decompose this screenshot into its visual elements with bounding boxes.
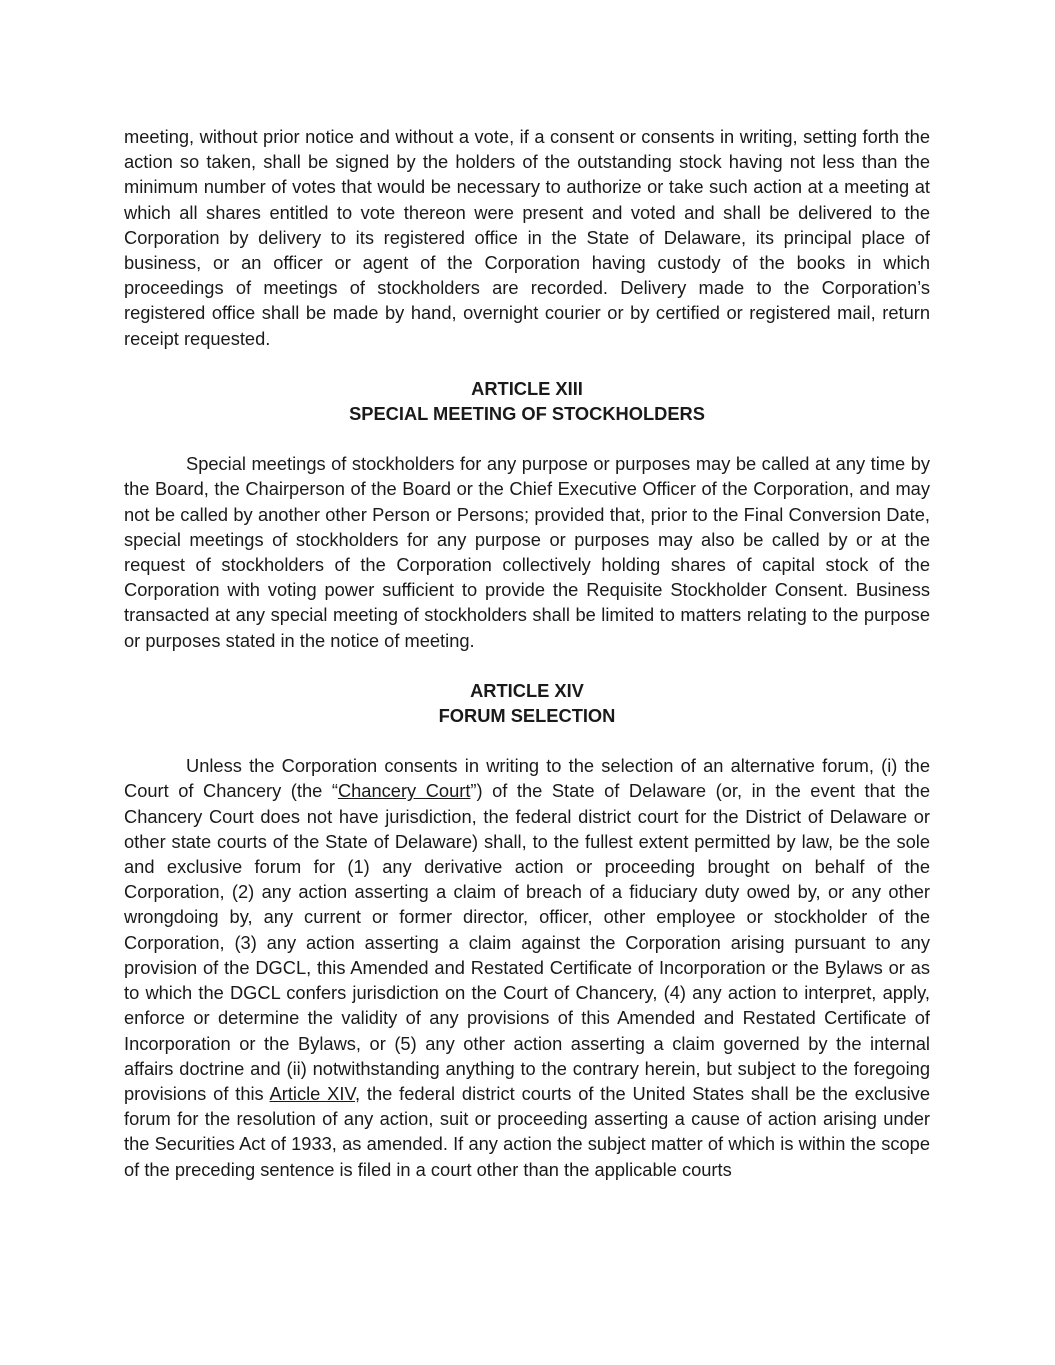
document-page (124, 124, 930, 1182)
article-14-body (124, 753, 930, 1181)
article-13-title: SPECIAL MEETING OF STOCKHOLDERS (349, 403, 705, 425)
article-14-body-part1: Unless the Corporation consents in writing to the selection of an alternative forum, (i) the Court of Chancery (the “ (124, 755, 930, 802)
article-13-heading (124, 376, 930, 426)
defined-term-chancery-court: Chancery Court (337, 780, 471, 802)
article-13-number: ARTICLE XIII (471, 377, 583, 399)
continued-paragraph: meeting, without prior notice and without a vote, if a consent or consents in writing, setting forth the action so taken, shall be signed by the holders of the outstanding stock having not less than the minimum number of votes that would be necessary to authorize or take such action at a meeting at which all shares entitled to vote thereon were present and voted and shall be delivered to the Corporation by delivery to its registered office in the State of Delaware, its principal place of business, or an officer or agent of the Corporation having custody of the books in which proceedings of meetings of stockholders are recorded. Delivery made to the Corporation’s registered office shall be made by hand, overnight courier or by certified or registered mail, return receipt requested. (124, 126, 930, 349)
article-14-heading (124, 678, 930, 728)
article-14-number: ARTICLE XIV (470, 679, 584, 701)
article-14-body-part2: ”) of the State of Delaware (or, in the event that the Chancery Court does not have jurisdiction, the federal district court for the District of Delaware or other state courts of the State of Delaware) shall, to the fullest extent permitted by law, be the sole and exclusive forum for (1) any derivative action or proceeding brought on behalf of the Corporation, (2) any action asserting a claim of breach of a fiduciary duty owed by, or any other wrongdoing by, any current or former director, officer, other employee or stockholder of the Corporation, (3) any action asserting a claim against the Corporation arising pursuant to any provision of the DGCL, this Amended and Restated Certificate of Incorporation or the Bylaws or as to which the DGCL confers jurisdiction on the Court of Chancery, (4) any action to interpret, apply, enforce or determine the validity of any provisions of this Amended and Restated Certificate of Incorporation or the Bylaws, or (5) any other action asserting a claim governed by the internal affairs doctrine and (ii) notwithstanding anything to the contrary herein, but subject to the foregoing provisions of this (124, 780, 930, 1104)
article-xiv-cross-reference[interactable]: Article XIV (269, 1082, 355, 1104)
article-14-body-part3: , the federal district courts of the United States shall be the exclusive forum for the resolution of any action, suit or proceeding asserting a cause of action arising under the Securities Act of 1933, as amended. If any action the subject matter of which is within the scope of the preceding sentence is filed in a court other than the applicable courts (124, 1082, 930, 1180)
article-13-body: Special meetings of stockholders for any purpose or purposes may be called at any time by the Board, the Chairperson of the Board or the Chief Executive Officer of the Corporation, and may not be called by another other Person or Persons; provided that, prior to the Final Conversion Date, special meetings of stockholders for any purpose or purposes may also be called by or at the request of stockholders of the Corporation collectively holding shares of capital stock of the Corporation with voting power sufficient to provide the Requisite Stockholder Consent. Business transacted at any special meeting of stockholders shall be limited to matters relating to the purpose or purposes stated in the notice of meeting. (124, 453, 930, 651)
article-14-title: FORUM SELECTION (438, 705, 616, 727)
